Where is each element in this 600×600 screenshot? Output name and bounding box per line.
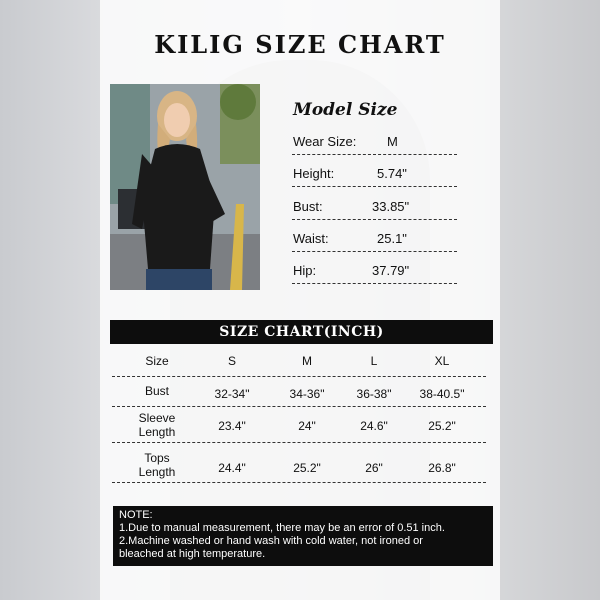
header-cell: Size <box>145 354 169 368</box>
model-row-label: Waist: <box>293 231 329 246</box>
size-chart-heading: SIZE CHART(INCH) <box>110 320 493 344</box>
table-cell: 32-34" <box>214 387 250 401</box>
table-cell: 38-40.5" <box>419 387 465 401</box>
model-row-label: Bust: <box>293 199 323 214</box>
header-cell: L <box>370 354 378 368</box>
model-row-wear-size <box>292 130 457 155</box>
model-row-waist <box>292 227 457 252</box>
table-cell: 24" <box>298 419 316 433</box>
model-photo <box>110 84 260 290</box>
table-cell: 26.8" <box>428 461 456 475</box>
model-size-heading: Model Size <box>293 100 398 120</box>
row-label <box>122 451 192 479</box>
table-row-sleeve-length <box>112 408 486 443</box>
header-cell: M <box>302 354 312 368</box>
row-label: Bust <box>144 384 169 398</box>
table-row-bust <box>112 380 486 407</box>
row-label-line: Length <box>138 465 176 479</box>
model-row-bust <box>292 195 457 220</box>
model-row-value: 5.74" <box>377 166 407 181</box>
header-cell: XL <box>434 354 450 368</box>
model-row-value: 33.85" <box>372 199 410 214</box>
model-row-value: 25.1" <box>377 231 407 246</box>
table-cell: 24.6" <box>360 419 388 433</box>
model-row-value: 37.79" <box>372 263 410 278</box>
row-label-line: Tops <box>144 451 170 465</box>
note-line: 1.Due to manual measurement, there may be an error of 0.51 inch. <box>119 522 445 534</box>
size-table-header <box>112 350 486 377</box>
note-line: 2.Machine washed or hand wash with cold water, not ironed or <box>119 535 423 547</box>
note-box <box>113 506 493 566</box>
header-cell: S <box>227 354 236 368</box>
table-cell: 23.4" <box>218 419 246 433</box>
note-title: NOTE: <box>119 509 153 521</box>
page-title: KILIG SIZE CHART <box>154 30 446 59</box>
note-line: bleached at high temperature. <box>119 548 266 560</box>
row-label-line: Sleeve <box>138 411 176 425</box>
table-cell: 25.2" <box>293 461 321 475</box>
model-row-label: Wear Size: <box>293 134 357 149</box>
table-cell: 24.4" <box>218 461 246 475</box>
model-row-height <box>292 162 457 187</box>
table-cell: 34-36" <box>289 387 325 401</box>
row-label <box>122 411 192 439</box>
model-row-value: M <box>387 134 398 149</box>
table-row-tops-length <box>112 448 486 483</box>
table-cell: 25.2" <box>428 419 456 433</box>
model-row-label: Hip: <box>293 263 317 278</box>
model-row-hip <box>292 259 457 284</box>
table-cell: 36-38" <box>356 387 392 401</box>
model-illustration <box>110 84 260 290</box>
row-label-line: Length <box>138 425 176 439</box>
model-row-label: Height: <box>293 166 335 181</box>
table-cell: 26" <box>365 461 383 475</box>
